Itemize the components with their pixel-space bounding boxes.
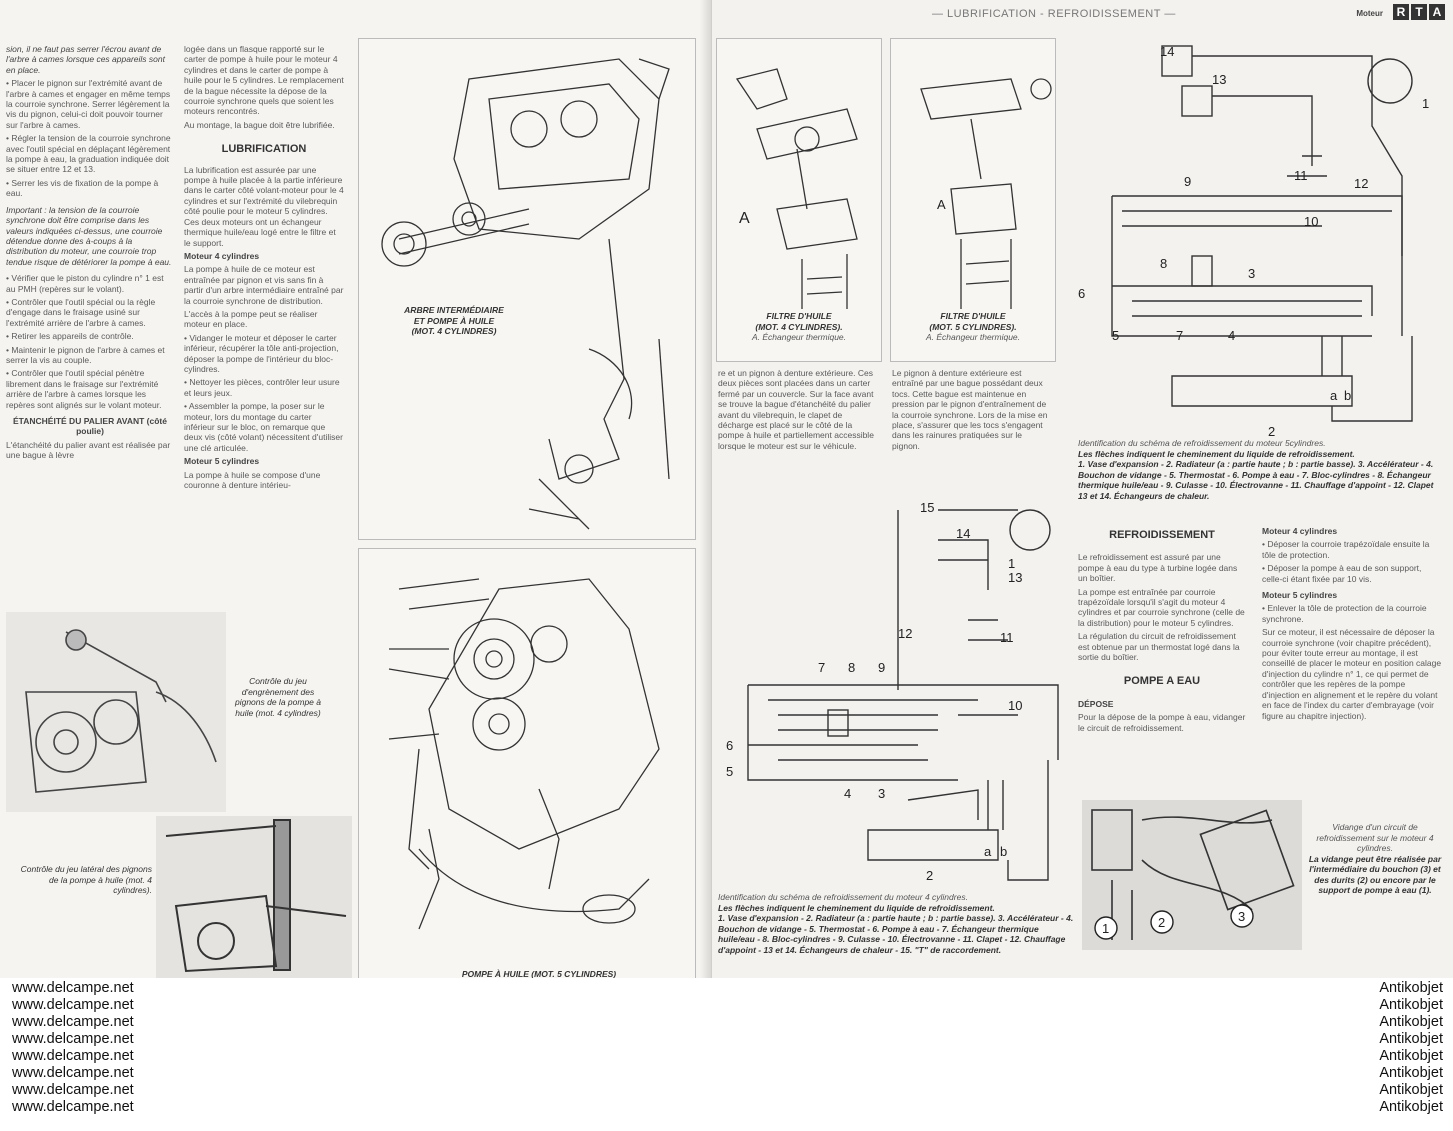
part-label: 3 [878, 786, 886, 801]
paragraph: • Vérifier que le piston du cylindre n° 1 est au PMH (repères sur le volant). [6, 273, 164, 294]
watermark-text: Antikobjet [1379, 1099, 1443, 1115]
caption-title: Identification du schéma de refroidissement du moteur 5cylindres. [1078, 438, 1326, 448]
intermediate-shaft-drawing [359, 39, 695, 539]
part-label: 4 [1228, 328, 1236, 343]
part-label: 4 [844, 786, 852, 801]
callout-number: 1 [1102, 921, 1110, 936]
left-text-column-2 [184, 44, 344, 493]
important-note: Important : la tension de la courroie synchrone doit être comprise dans les valeurs indiquées ci-dessus, une courroie détendue donne des à-coups à la distribution du moteur, une courroie trop tendue risque de détériorer la pompe à eau. [6, 204, 172, 267]
paragraph: • Contrôler que l'outil spécial ou la règle d'engage dans le fraisage usiné sur l'extrémité arrière de l'arbre à cames. [6, 296, 156, 328]
part-label: A [739, 210, 750, 227]
figure-caption: POMPE À HUILE (MOT. 5 CYLINDRES) [461, 969, 617, 978]
caption-line: FILTRE D'HUILE [766, 311, 832, 321]
oil-filter-4cyl-drawing [717, 39, 881, 309]
figure-caption [895, 311, 1051, 343]
caption-line: ARBRE INTERMÉDIAIRE [404, 305, 504, 315]
part-label: 7 [818, 660, 826, 675]
part-label: 1 [1422, 96, 1430, 111]
part-label: 2 [926, 868, 934, 883]
paragraph: L'accès à la pompe peut se réaliser moteur en place. [184, 308, 318, 330]
paragraph: La lubrification est assurée par une pompe à huile placée à la partie inférieure dans le carter côté volant-moteur pour le 4 cylindres et sur l'extrémité du vilebrequin côté poulie pour le moteur 5 cylindres. Ces deux moteurs ont un échangeur thermique huile/eau logé entre le filtre et le support. [184, 164, 344, 248]
caption-line: FILTRE D'HUILE [940, 311, 1006, 321]
part-label: b [1344, 388, 1352, 403]
watermark-text: www.delcampe.net [12, 1082, 134, 1098]
caption-title: Identification du schéma de refroidissement du moteur 4 cylindres. [718, 892, 968, 902]
paragraph: La régulation du circuit de refroidissement est obtenue par un thermostat logé dans la sortie du boîtier. [1078, 631, 1240, 663]
part-label: 8 [848, 660, 856, 675]
subheading-5-cylinders: Moteur 5 cylindres [1262, 590, 1338, 601]
part-label: 14 [1160, 44, 1175, 59]
paragraph: La pompe est entraînée par courroie trapézoïdale lorsqu'il s'agit du moteur 4 cylindres et par courroie synchrone (celle de la distribution) pour le moteur 5 cylindres. [1078, 586, 1245, 628]
caption-line: ET POMPE À HUILE [413, 315, 495, 326]
paragraph: • Placer le pignon sur l'extrémité avant de l'arbre à cames et engager en même temps la courroie synchrone. Serrer légèrement la vis du pignon, celui-ci doit pouvoir tourner sur l'arbre à cames. [6, 78, 171, 130]
left-page [0, 0, 712, 978]
lubrification-heading: LUBRIFICATION [221, 143, 307, 156]
part-label: 6 [1078, 286, 1086, 301]
photo-lateral-play-check [6, 816, 352, 978]
figure-oil-filter-4cyl [716, 38, 882, 362]
caption-line: A. Échangeur thermique. [925, 332, 1021, 342]
figure-oil-filter-5cyl [890, 38, 1056, 362]
figure-intermediate-shaft [358, 38, 696, 540]
watermark-text: Antikobjet [1379, 1014, 1443, 1030]
part-label: A [937, 197, 946, 212]
right-text-column-b: Le pignon à denture extérieure est entraîné par une bague possédant deux tocs. Cette bague est maintenue en pression par le pignon d'entraînement de la courroie synchrone. Lors de la mise en place, s'assurer que les tocs s'engagent dans les rainures pratiquées sur le pignon. [892, 368, 1048, 451]
caption-line: Vidange d'un circuit de refroidissement sur le moteur 4 cylindres. [1316, 822, 1434, 853]
part-label: 3 [1248, 266, 1256, 281]
figure-caption [721, 311, 877, 343]
paragraph: • Serrer les vis de fixation de la pompe à eau. [6, 177, 159, 199]
paragraph: • Retirer les appareils de contrôle. [6, 331, 134, 342]
paragraph: • Déposer la pompe à eau de son support, celle-ci étant fixée par 10 vis. [1262, 563, 1422, 584]
figure-oil-pump-5cyl [358, 548, 696, 978]
running-header: — LUBRIFICATION - REFROIDISSEMENT — [932, 8, 1176, 20]
paragraph: • Vidanger le moteur et déposer le carter inférieur, récupérer la tôle anti-projection, déposer la pompe de l'intérieur du bloc-cylindres. [184, 332, 339, 374]
watermark-text: www.delcampe.net [12, 1099, 134, 1115]
paragraph: • Assembler la pompe, la poser sur le moteur, lors du montage du carter inférieur sur le bloc, on remarque que deux vis (côté volant) nécessitent d'utiliser une clé articulée. [184, 401, 343, 453]
drain-photo [1082, 800, 1302, 950]
watermark-left [12, 980, 134, 1116]
diagram-4cyl-caption [718, 892, 1074, 955]
oil-filter-5cyl-drawing [891, 39, 1055, 309]
photo-caption: Contrôle du jeu d'engrènement des pignons de la pompe à huile (mot. 4 cylindres) [234, 676, 321, 718]
caption-items: 1. Vase d'expansion - 2. Radiateur (a : partie haute ; b : partie basse). 3. Accélérateur - 4. Bouchon de vidange - 5. Thermostat - 6. Pompe à eau - 7. Échangeur thermique huile/eau - 8. Bloc-cylindres - 9. Culasse - 10. Électrovanne - 11. Clapet - 12. Chauffage d'appoint - 13 et 14. Échangeurs de chaleur - 15. "T" de raccordement. [718, 913, 1074, 955]
watermark-text: Antikobjet [1379, 1031, 1443, 1047]
paragraph: La pompe à huile se compose d'une couronne à denture intérieu- [184, 469, 321, 491]
part-label: 5 [726, 764, 734, 779]
caption-subtitle: Les flèches indiquent le cheminement du liquide de refroidissement. [718, 902, 995, 913]
paragraph: • Maintenir le pignon de l'arbre à cames et serrer la vis au couple. [6, 344, 165, 365]
right-text-column-a: re et un pignon à denture extérieure. Ces deux pièces sont placées dans un carter fermé par un couvercle. Sur la face avant se trouve la bague d'étanchéité du palier avant du vilebrequin, le clapet de décharge est placé sur le côté de la pompe à huile et partiellement accessible lorsque le moteur est sur le véhicule. [718, 368, 874, 451]
paragraph: • Contrôler que l'outil spécial pénètre librement dans le fraisage sur l'extrémité arrière de l'arbre à cames lorsque les repères sont alignés sur le volant moteur. [6, 368, 162, 410]
part-label: 15 [920, 500, 935, 515]
logo-letter: T [1411, 4, 1427, 20]
paragraph: • Nettoyer les pièces, contrôler leur usure et leurs jeux. [184, 377, 340, 398]
paragraph: • Déposer la courroie trapézoïdale ensuite la tôle de protection. [1262, 539, 1430, 560]
figure-caption [379, 305, 529, 337]
paragraph: Sur ce moteur, il est nécessaire de déposer la courroie synchrone (voir chapitre précédent), pour éviter toute erreur au montage, il est conseillé de placer le moteur en position calage d'injection du cylindre n° 1, ce qui permet de contrôler que les repères de la pompe d'injection en alignement et le repère du volant en face de l'index du carter d'embrayage (voir figure au chapitre injection). [1262, 627, 1442, 721]
part-label: 9 [1184, 174, 1192, 189]
cooling-schematic-4cyl [718, 500, 1074, 900]
section-tag: Moteur [1356, 9, 1383, 18]
subheading-4-cylinders: Moteur 4 cylindres [184, 250, 260, 261]
photo-gear-mesh-check [6, 612, 346, 812]
section-subheading: ÉTANCHÉITÉ DU PALIER AVANT (côté poulie) [13, 416, 167, 437]
part-label: 11 [1294, 168, 1308, 183]
part-label: 11 [1000, 630, 1014, 645]
caption-line: A. Échangeur thermique. [751, 332, 847, 342]
caption-subtitle: Les flèches indiquent le cheminement du liquide de refroidissement. [1078, 448, 1355, 459]
watermark-text: www.delcampe.net [12, 980, 134, 996]
cooling-text-column [1078, 530, 1246, 736]
watermark-text: www.delcampe.net [12, 1014, 134, 1030]
part-label: 9 [878, 660, 886, 675]
part-label: 13 [1212, 72, 1227, 87]
part-label: 13 [1008, 570, 1023, 585]
paragraph: Pour la dépose de la pompe à eau, vidanger le circuit de refroidissement. [1078, 712, 1246, 733]
logo-letter: R [1393, 4, 1409, 20]
right-page [712, 0, 1453, 978]
photo-caption [1306, 822, 1444, 896]
watermark-text: Antikobjet [1379, 1065, 1443, 1081]
engine-text-column [1262, 526, 1442, 724]
watermark-text: Antikobjet [1379, 997, 1443, 1013]
paragraph: • Régler la tension de la courroie synchrone avec l'outil spécial en déplaçant légèrement la pompe à eau, la graduation indiquée doit se situer entre 12 et 13. [6, 133, 171, 175]
part-label: 1 [1008, 556, 1016, 571]
part-label: a [984, 844, 992, 859]
watermark-text: www.delcampe.net [12, 1031, 134, 1047]
watermark-text: Antikobjet [1379, 1082, 1443, 1098]
paragraph: Au montage, la bague doit être lubrifiée. [184, 119, 335, 130]
part-label: 8 [1160, 256, 1168, 271]
rta-logo [1393, 4, 1445, 20]
part-label: 12 [1354, 176, 1369, 191]
part-label: 10 [1304, 214, 1319, 229]
logo-letter: A [1429, 4, 1445, 20]
part-label: 12 [898, 626, 913, 641]
part-label: 7 [1176, 328, 1184, 343]
part-label: 14 [956, 526, 971, 541]
caption-line: (MOT. 4 CYLINDRES). [755, 321, 843, 332]
cooling-schematic-5cyl [1072, 36, 1442, 446]
diagram-5cyl-caption [1078, 438, 1442, 501]
water-pump-heading: POMPE A EAU [1123, 675, 1201, 688]
watermark-text: www.delcampe.net [12, 1065, 134, 1081]
caption-line: (MOT. 5 CYLINDRES). [929, 321, 1017, 332]
photo-drain-circuit [1082, 800, 1302, 950]
paragraph: Le refroidissement est assuré par une pompe à eau du type à turbine logée dans un boîtier. [1078, 552, 1238, 584]
photo-caption: Contrôle du jeu latéral des pignons de la pompe à huile (mot. 4 cylindres). [20, 864, 152, 895]
part-label: 10 [1008, 698, 1023, 713]
callout-number: 3 [1238, 909, 1246, 924]
subheading-5-cylinders: Moteur 5 cylindres [184, 456, 260, 467]
paragraph: • Enlever la tôle de protection de la courroie synchrone. [1262, 603, 1427, 624]
part-label: 2 [1268, 424, 1276, 439]
left-text-column-1 [6, 44, 174, 464]
watermark-right [1379, 980, 1443, 1116]
watermark-text: www.delcampe.net [12, 1048, 134, 1064]
paragraph: L'étanchéité du palier avant est réalisée par une bague à lèvre [6, 439, 171, 461]
callout-number: 2 [1158, 915, 1166, 930]
paragraph: logée dans un flasque rapporté sur le carter de pompe à huile pour le moteur 4 cylindres et dans le carter de pompe à huile pour le 5 cylindres. Le remplacement de la bague nécessite la dépose de la courroie synchrone quels que soient les moteurs rencontrés. [184, 44, 344, 117]
part-label: 6 [726, 738, 734, 753]
cooling-heading: REFROIDISSEMENT [1109, 529, 1215, 541]
intro-text: sion, il ne faut pas serrer l'écrou avant de l'arbre à cames lorsque ces appareils sont en place. [6, 44, 165, 75]
lateral-play-photo [156, 816, 352, 978]
part-label: b [1000, 844, 1008, 859]
part-label: 5 [1112, 328, 1120, 343]
gear-mesh-photo [6, 612, 226, 812]
watermark-text: Antikobjet [1379, 980, 1443, 996]
part-label: a [1330, 388, 1338, 403]
caption-line: (MOT. 4 CYLINDRES) [411, 326, 497, 336]
subheading-4-cylinders: Moteur 4 cylindres [1262, 526, 1338, 536]
cooling-diagram-4cyl [718, 500, 1074, 900]
oil-pump-drawing [359, 549, 695, 978]
paragraph: La pompe à huile de ce moteur est entraînée par pignon et vis sans fin à partir d'un arbre intermédiaire entraîné par la courroie synchrone de distribution. [184, 264, 344, 306]
caption-items: 1. Vase d'expansion - 2. Radiateur (a : partie haute ; b : partie basse). 3. Accélérateur - 4. Bouchon de vidange - 5. Thermostat - 6. Pompe à eau - 7. Bloc-cylindres - 8. Échangeur thermique huile/eau - 9. Culasse - 10. Électrovanne - 11. Chauffage d'appoint - 12. Clapet 13 et 14. Échangeurs de chaleur. [1078, 459, 1434, 501]
watermark-text: Antikobjet [1379, 1048, 1443, 1064]
removal-subheading: DÉPOSE [1078, 698, 1114, 709]
watermark-text: www.delcampe.net [12, 997, 134, 1013]
cooling-diagram-5cyl [1072, 36, 1442, 446]
caption-line: La vidange peut être réalisée par l'intermédiaire du bouchon (3) et des durits (2) ou encore par le support de pompe à eau (1). [1308, 853, 1442, 895]
